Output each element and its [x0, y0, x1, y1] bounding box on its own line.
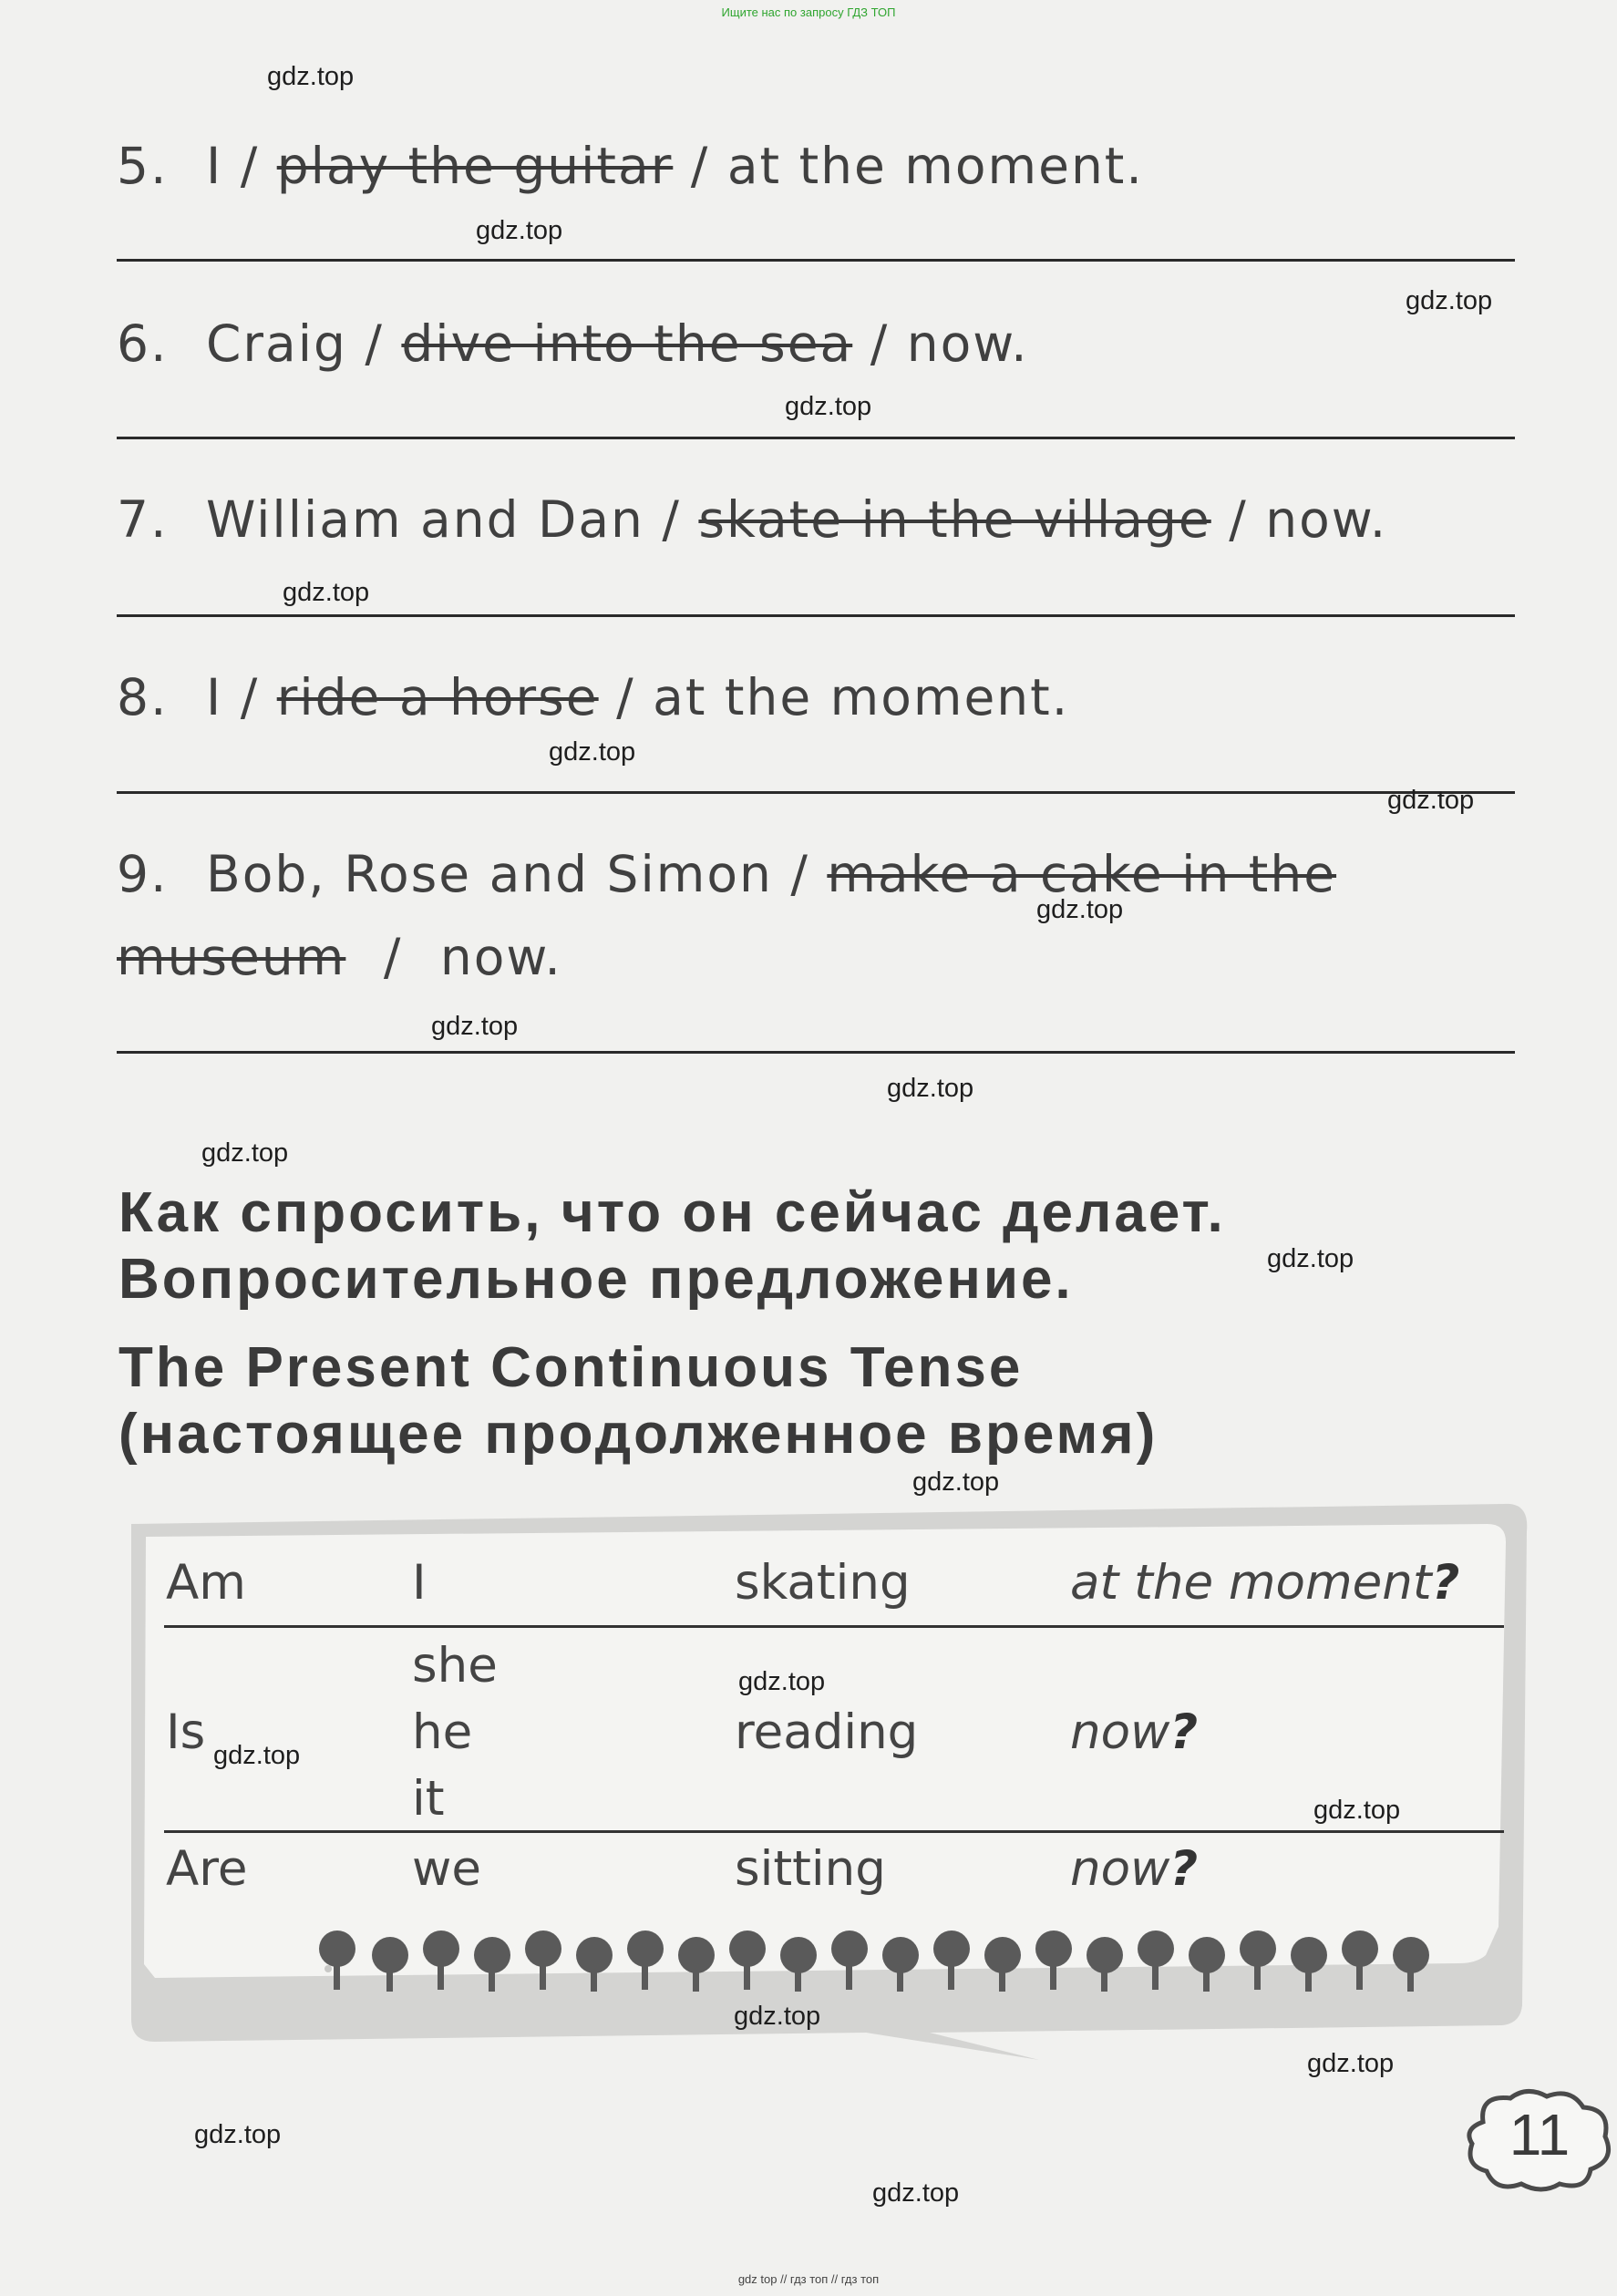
section-heading-ru-3: (настоящее продолженное время) [118, 1403, 1159, 1466]
separator: / [790, 845, 809, 903]
subject-it: it [412, 1771, 445, 1827]
struck-phrase: play the guitar [276, 137, 674, 195]
exercise-number: 5. [117, 137, 169, 195]
exercise-subject: I [205, 668, 223, 726]
watermark: gdz.top [887, 1074, 974, 1103]
answer-line-5 [117, 259, 1515, 262]
separator: / [870, 314, 890, 373]
separator: / [616, 668, 635, 726]
watermark: gdz.top [1036, 895, 1124, 924]
exercise-5 [117, 137, 1515, 195]
watermark: gdz.top [283, 578, 370, 607]
struck-phrase: make a cake in the [827, 845, 1337, 903]
section-heading-ru-2: Вопросительное предложение. [118, 1248, 1074, 1311]
separator: / [1229, 490, 1248, 549]
exercise-number: 6. [117, 314, 169, 373]
exercise-8 [117, 668, 1515, 726]
answer-line-8 [117, 791, 1515, 794]
page-number: 11 [1509, 2102, 1571, 2167]
exercise-number: 8. [117, 668, 169, 726]
verb-reading: reading [735, 1704, 919, 1760]
watermark: gdz.top [1307, 2049, 1395, 2078]
answer-line-7 [117, 614, 1515, 617]
struck-phrase: skate in the village [698, 490, 1211, 549]
exercise-ending: at the moment. [653, 668, 1070, 726]
table-divider-1 [164, 1625, 1504, 1628]
aux-am: Am [166, 1555, 246, 1611]
verb-skating: skating [735, 1555, 911, 1611]
top-search-note: Ищите нас по запросу ГДЗ ТОП [721, 5, 896, 19]
exercise-ending: now. [906, 314, 1029, 373]
subject-he: he [412, 1704, 473, 1760]
subject-i: I [412, 1555, 427, 1611]
watermark: gdz.top [872, 2178, 960, 2208]
separator: / [365, 314, 384, 373]
watermark: gdz.top [476, 216, 563, 245]
exercise-subject: I [205, 137, 223, 195]
exercise-9-continued [117, 928, 1515, 986]
time-now: now? [1070, 1704, 1199, 1760]
watermark: gdz.top [912, 1467, 1000, 1497]
watermark: gdz.top [1313, 1796, 1401, 1825]
answer-line-9 [117, 1051, 1515, 1054]
time-at-the-moment: at the moment? [1070, 1555, 1460, 1611]
exercise-number: 7. [117, 490, 169, 549]
separator: / [240, 137, 260, 195]
watermark: gdz.top [201, 1138, 289, 1168]
separator: / [662, 490, 681, 549]
verb-sitting: sitting [735, 1841, 886, 1897]
struck-phrase-continued: museum [117, 928, 346, 986]
struck-phrase: ride a horse [276, 668, 599, 726]
table-divider-2 [164, 1830, 1504, 1833]
exercise-subject: Bob, Rose and Simon [205, 845, 773, 903]
watermark: gdz.top [1406, 286, 1493, 315]
exercise-6 [117, 314, 1515, 373]
watermark: gdz.top [1267, 1244, 1354, 1273]
aux-is: Is [166, 1704, 206, 1760]
section-heading-en: The Present Continuous Tense [118, 1336, 1024, 1399]
aux-are: Are [166, 1841, 248, 1897]
watermark: gdz.top [1387, 786, 1475, 815]
exercise-ending: now. [1265, 490, 1388, 549]
watermark: gdz.top [785, 392, 872, 421]
subject-we: we [412, 1841, 481, 1897]
bottom-note: gdz top // гдз топ // гдз топ [737, 2272, 880, 2286]
struck-phrase: dive into the sea [401, 314, 853, 373]
exercise-subject: William and Dan [205, 490, 644, 549]
watermark: gdz.top [549, 737, 636, 767]
exercise-ending: at the moment. [726, 137, 1144, 195]
answer-line-6 [117, 437, 1515, 439]
exercise-number: 9. [117, 845, 169, 903]
exercise-subject: Craig [205, 314, 347, 373]
subject-she: she [412, 1638, 498, 1694]
exercise-7 [117, 490, 1515, 549]
exercise-ending: now. [439, 928, 562, 986]
exercise-9 [117, 845, 1515, 903]
section-heading-ru-1: Как спросить, что он сейчас делает. [118, 1181, 1226, 1244]
separator: / [690, 137, 710, 195]
watermark: gdz.top [267, 62, 355, 91]
watermark: gdz.top [734, 2002, 821, 2031]
watermark: gdz.top [738, 1667, 826, 1696]
watermark: gdz.top [431, 1012, 519, 1041]
time-now: now? [1070, 1841, 1199, 1897]
watermark: gdz.top [213, 1741, 301, 1770]
separator: / [240, 668, 260, 726]
watermark: gdz.top [194, 2120, 282, 2149]
separator: / [383, 928, 403, 986]
